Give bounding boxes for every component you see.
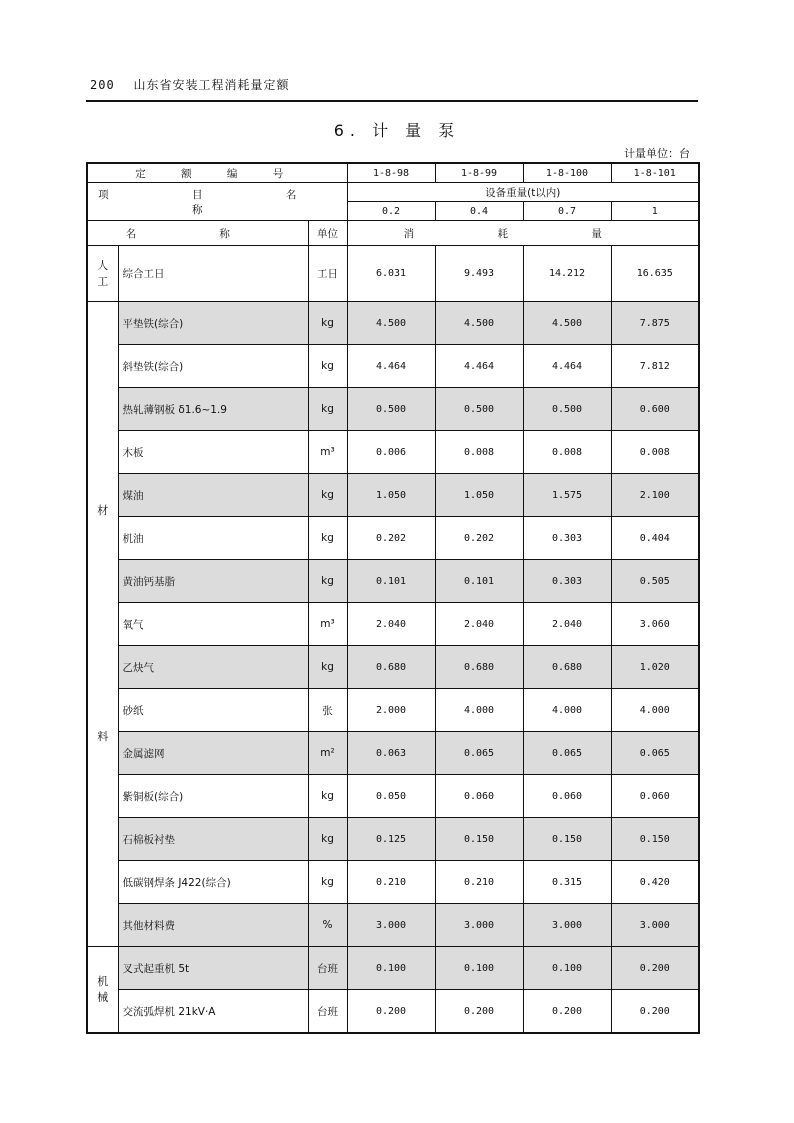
resource-name: 氧气 (118, 603, 308, 646)
category-char: 料 (97, 730, 109, 743)
category-cell (87, 302, 118, 947)
consumption-value: 0.065 (611, 732, 699, 775)
param-value: 0.7 (523, 202, 611, 221)
resource-name: 低碳钢焊条 J422(综合) (118, 861, 308, 904)
category-char: 工 (97, 274, 109, 288)
consumption-value: 0.063 (347, 732, 435, 775)
resource-name: 黄油钙基脂 (118, 560, 308, 603)
consumption-value: 0.500 (435, 388, 523, 431)
resource-unit: kg (308, 775, 347, 818)
consumption-value: 0.600 (611, 388, 699, 431)
resource-name: 金属滤网 (118, 732, 308, 775)
consumption-value: 2.100 (611, 474, 699, 517)
consumption-value: 0.060 (435, 775, 523, 818)
resource-unit: m³ (308, 603, 347, 646)
consumption-value: 3.000 (435, 904, 523, 947)
consumption-value: 0.101 (435, 560, 523, 603)
resource-unit: kg (308, 818, 347, 861)
resource-name: 机油 (118, 517, 308, 560)
consumption-value: 0.200 (523, 990, 611, 1034)
consumption-value: 1.050 (347, 474, 435, 517)
col-unit-label: 单位 (308, 221, 347, 246)
consumption-value: 4.500 (435, 302, 523, 345)
table-row (87, 603, 699, 646)
resource-unit: kg (308, 474, 347, 517)
param-value: 0.2 (347, 202, 435, 221)
consumption-value: 0.008 (611, 431, 699, 474)
consumption-value: 3.000 (347, 904, 435, 947)
quota-code: 1-8-98 (347, 163, 435, 183)
consumption-value: 4.464 (435, 345, 523, 388)
param-label: 设备重量(t以内) (347, 183, 699, 202)
resource-name: 其他材料费 (118, 904, 308, 947)
consumption-value: 7.812 (611, 345, 699, 388)
consumption-value: 0.101 (347, 560, 435, 603)
category-char: 机 (97, 974, 109, 988)
resource-unit: 张 (308, 689, 347, 732)
consumption-value: 7.875 (611, 302, 699, 345)
resource-name: 平垫铁(综合) (118, 302, 308, 345)
table-row (87, 947, 699, 990)
consumption-value: 1.050 (435, 474, 523, 517)
consumption-value: 0.200 (611, 990, 699, 1034)
consumption-value: 0.202 (347, 517, 435, 560)
consumption-value: 4.464 (523, 345, 611, 388)
resource-unit: kg (308, 861, 347, 904)
resource-name: 交流弧焊机 21kV·A (118, 990, 308, 1034)
page-header (90, 76, 290, 93)
consumption-value: 0.065 (435, 732, 523, 775)
table-row (87, 861, 699, 904)
table-row (87, 775, 699, 818)
resource-unit: kg (308, 517, 347, 560)
resource-unit: kg (308, 345, 347, 388)
resource-name: 综合工日 (118, 246, 308, 302)
resource-name: 煤油 (118, 474, 308, 517)
consumption-value: 1.575 (523, 474, 611, 517)
col-name-label: 名 称 (87, 221, 308, 246)
consumption-value: 0.303 (523, 560, 611, 603)
consumption-value: 0.065 (523, 732, 611, 775)
consumption-value: 1.020 (611, 646, 699, 689)
consumption-value: 2.040 (347, 603, 435, 646)
category-char: 人 (97, 258, 109, 272)
quota-code: 1-8-99 (435, 163, 523, 183)
resource-unit: 台班 (308, 990, 347, 1034)
table-row (87, 388, 699, 431)
consumption-value: 0.500 (523, 388, 611, 431)
consumption-value: 0.060 (523, 775, 611, 818)
consumption-value: 4.000 (523, 689, 611, 732)
consumption-value: 0.680 (523, 646, 611, 689)
resource-unit: m² (308, 732, 347, 775)
resource-unit: kg (308, 388, 347, 431)
consumption-value: 0.202 (435, 517, 523, 560)
resource-unit: kg (308, 560, 347, 603)
category-cell (87, 947, 118, 1034)
resource-name: 木板 (118, 431, 308, 474)
consumption-value: 4.000 (435, 689, 523, 732)
consumption-value: 0.100 (435, 947, 523, 990)
consumption-value: 0.680 (435, 646, 523, 689)
quota-table (86, 162, 700, 1034)
resource-name: 叉式起重机 5t (118, 947, 308, 990)
page-number: 200 (90, 78, 115, 92)
category-cell (87, 246, 118, 302)
category-char: 材 (97, 504, 109, 517)
quota-code: 1-8-101 (611, 163, 699, 183)
resource-unit: kg (308, 646, 347, 689)
resource-unit: % (308, 904, 347, 947)
table-row (87, 689, 699, 732)
resource-unit: 工日 (308, 246, 347, 302)
consumption-value: 2.040 (523, 603, 611, 646)
book-title: 山东省安装工程消耗量定额 (133, 78, 290, 92)
unit-label: 计量单位：台 (624, 147, 690, 160)
consumption-value: 14.212 (523, 246, 611, 302)
consumption-value: 16.635 (611, 246, 699, 302)
quota-code: 1-8-100 (523, 163, 611, 183)
header-rule (86, 100, 698, 102)
consumption-value: 0.008 (435, 431, 523, 474)
param-value: 0.4 (435, 202, 523, 221)
param-value: 1 (611, 202, 699, 221)
section-title: 6. 计 量 泵 (333, 121, 461, 140)
table-row (87, 345, 699, 388)
consumption-value: 0.100 (523, 947, 611, 990)
consumption-value: 4.464 (347, 345, 435, 388)
consumption-value: 6.031 (347, 246, 435, 302)
consumption-value: 3.000 (611, 904, 699, 947)
table-row (87, 246, 699, 302)
table-row (87, 302, 699, 345)
resource-unit: 台班 (308, 947, 347, 990)
category-char: 械 (97, 990, 109, 1004)
table-row (87, 646, 699, 689)
consumption-value: 0.200 (347, 990, 435, 1034)
table-row (87, 818, 699, 861)
consumption-value: 0.008 (523, 431, 611, 474)
consumption-value: 0.303 (523, 517, 611, 560)
consumption-value: 0.006 (347, 431, 435, 474)
consumption-value: 0.210 (435, 861, 523, 904)
consumption-value: 0.125 (347, 818, 435, 861)
consumption-value: 0.200 (611, 947, 699, 990)
resource-name: 紫铜板(综合) (118, 775, 308, 818)
table-row (87, 990, 699, 1034)
item-name-label: 项 目 名 称 (87, 183, 347, 221)
consumption-value: 0.420 (611, 861, 699, 904)
consumption-value: 0.050 (347, 775, 435, 818)
consumption-value: 0.404 (611, 517, 699, 560)
consumption-value: 4.500 (523, 302, 611, 345)
consumption-value: 0.200 (435, 990, 523, 1034)
resource-unit: m³ (308, 431, 347, 474)
resource-name: 斜垫铁(综合) (118, 345, 308, 388)
resource-name: 石棉板衬垫 (118, 818, 308, 861)
consumption-value: 4.500 (347, 302, 435, 345)
consumption-value: 0.060 (611, 775, 699, 818)
consumption-value: 2.000 (347, 689, 435, 732)
consumption-value: 0.505 (611, 560, 699, 603)
consumption-value: 9.493 (435, 246, 523, 302)
table-row (87, 560, 699, 603)
consumption-value: 4.000 (611, 689, 699, 732)
consumption-value: 0.100 (347, 947, 435, 990)
col-consumption-label: 消 耗 量 (347, 221, 699, 246)
consumption-value: 0.315 (523, 861, 611, 904)
consumption-value: 3.060 (611, 603, 699, 646)
consumption-value: 0.210 (347, 861, 435, 904)
table-row (87, 474, 699, 517)
consumption-value: 0.150 (523, 818, 611, 861)
resource-name: 乙炔气 (118, 646, 308, 689)
resource-name: 热轧薄钢板 δ1.6~1.9 (118, 388, 308, 431)
consumption-value: 0.680 (347, 646, 435, 689)
table-row (87, 732, 699, 775)
resource-name: 砂纸 (118, 689, 308, 732)
table-row (87, 517, 699, 560)
consumption-value: 2.040 (435, 603, 523, 646)
consumption-value: 0.150 (435, 818, 523, 861)
resource-unit: kg (308, 302, 347, 345)
consumption-value: 0.500 (347, 388, 435, 431)
quota-code-label: 定 额 编 号 (87, 163, 347, 183)
table-row (87, 431, 699, 474)
consumption-value: 3.000 (523, 904, 611, 947)
table-row (87, 904, 699, 947)
consumption-value: 0.150 (611, 818, 699, 861)
